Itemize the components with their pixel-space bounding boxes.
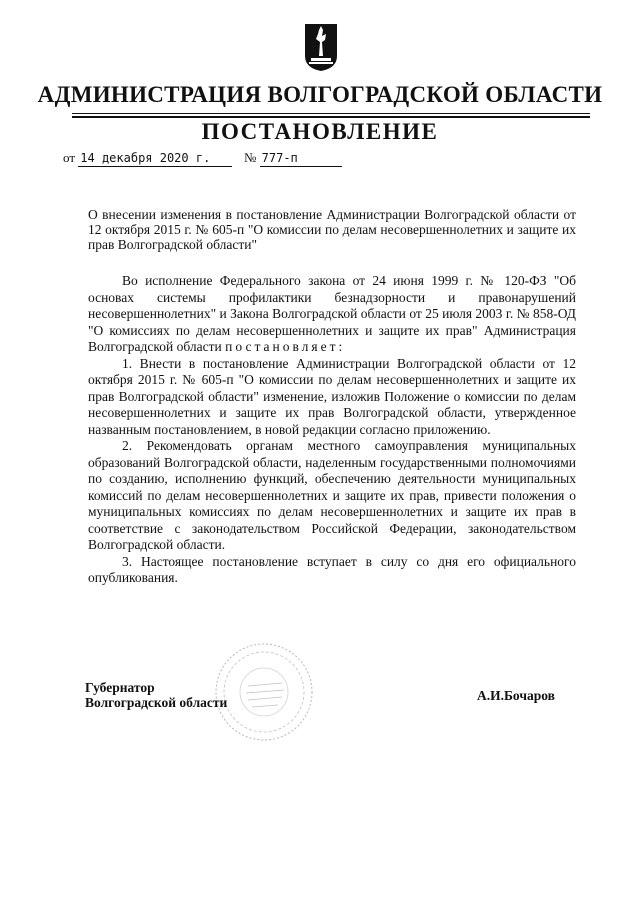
preamble-text: Во исполнение Федерального закона от 24 июня 1999 г. № 120-ФЗ "Об основах системы профилактики безнадзорности и правонарушений несовершеннолетних" и Закона Волгоградской области от 25 июля 2003 г. № 858-ОД "О комиссиях по делам несовершеннолетних и защите их прав" Администрация Волгоградской области [88,273,576,354]
signer-name: А.И.Бочаров [477,688,555,703]
document-number [244,150,342,167]
signer-title-line2: Волгоградской области [85,695,228,710]
decree-word: постановляет [225,339,339,354]
date-label: от [63,150,76,165]
document-date [63,150,232,167]
signer-title-line1: Губернатор [85,680,155,695]
document-subject: О внесении изменения в постановление Администрации Волгоградской области от 12 октября 2015 г. № 605-п "О комиссии по делам несовершеннолетних и защите их прав Волгоградской области" [88,207,576,252]
number-label: № [244,150,257,165]
item-paragraph-1: 1. Внести в постановление Администрации Волгоградской области от 12 октября 2015 г. № 605-п "О комиссии по делам несовершеннолетних и защите их прав Волгоградской области" изменение, изложив Положение о комиссии по делам несовершеннолетних и защите их прав Волгоградской области, утвержденное названным постановлением, в новой редакции согласно приложению. [88,355,576,437]
organization-title: АДМИНИСТРАЦИЯ ВОЛГОГРАДСКОЙ ОБЛАСТИ [37,82,603,107]
item-paragraph-3: 3. Настоящее постановление вступает в силу со дня его официального опубликования. [88,553,576,585]
number-value: 777-п [260,151,342,167]
document-body [88,273,576,587]
preamble-end: : [338,339,343,354]
item-paragraph-2: 2. Рекомендовать органам местного самоуправления муниципальных образований Волгоградской области, наделенным государственными полномочиями по созданию, исполнению функций, обеспечению деятельности муниципальных комиссий по делам несовершеннолетних и защите их прав, привести положения о муниципальных комиссиях по делам несовершеннолетних и защите их прав в соответствие с законодательством Российской Федерации, законодательством Волгоградской области. [88,438,576,552]
document-type-title: ПОСТАНОВЛЕНИЕ [201,119,439,144]
coat-of-arms-icon [303,22,339,72]
date-value: 14 декабря 2020 г. [78,151,232,167]
header-divider [72,113,590,114]
header-divider-thick [72,116,590,118]
signer-title [85,680,227,710]
official-seal-icon [212,640,316,744]
preamble-paragraph [88,273,576,356]
